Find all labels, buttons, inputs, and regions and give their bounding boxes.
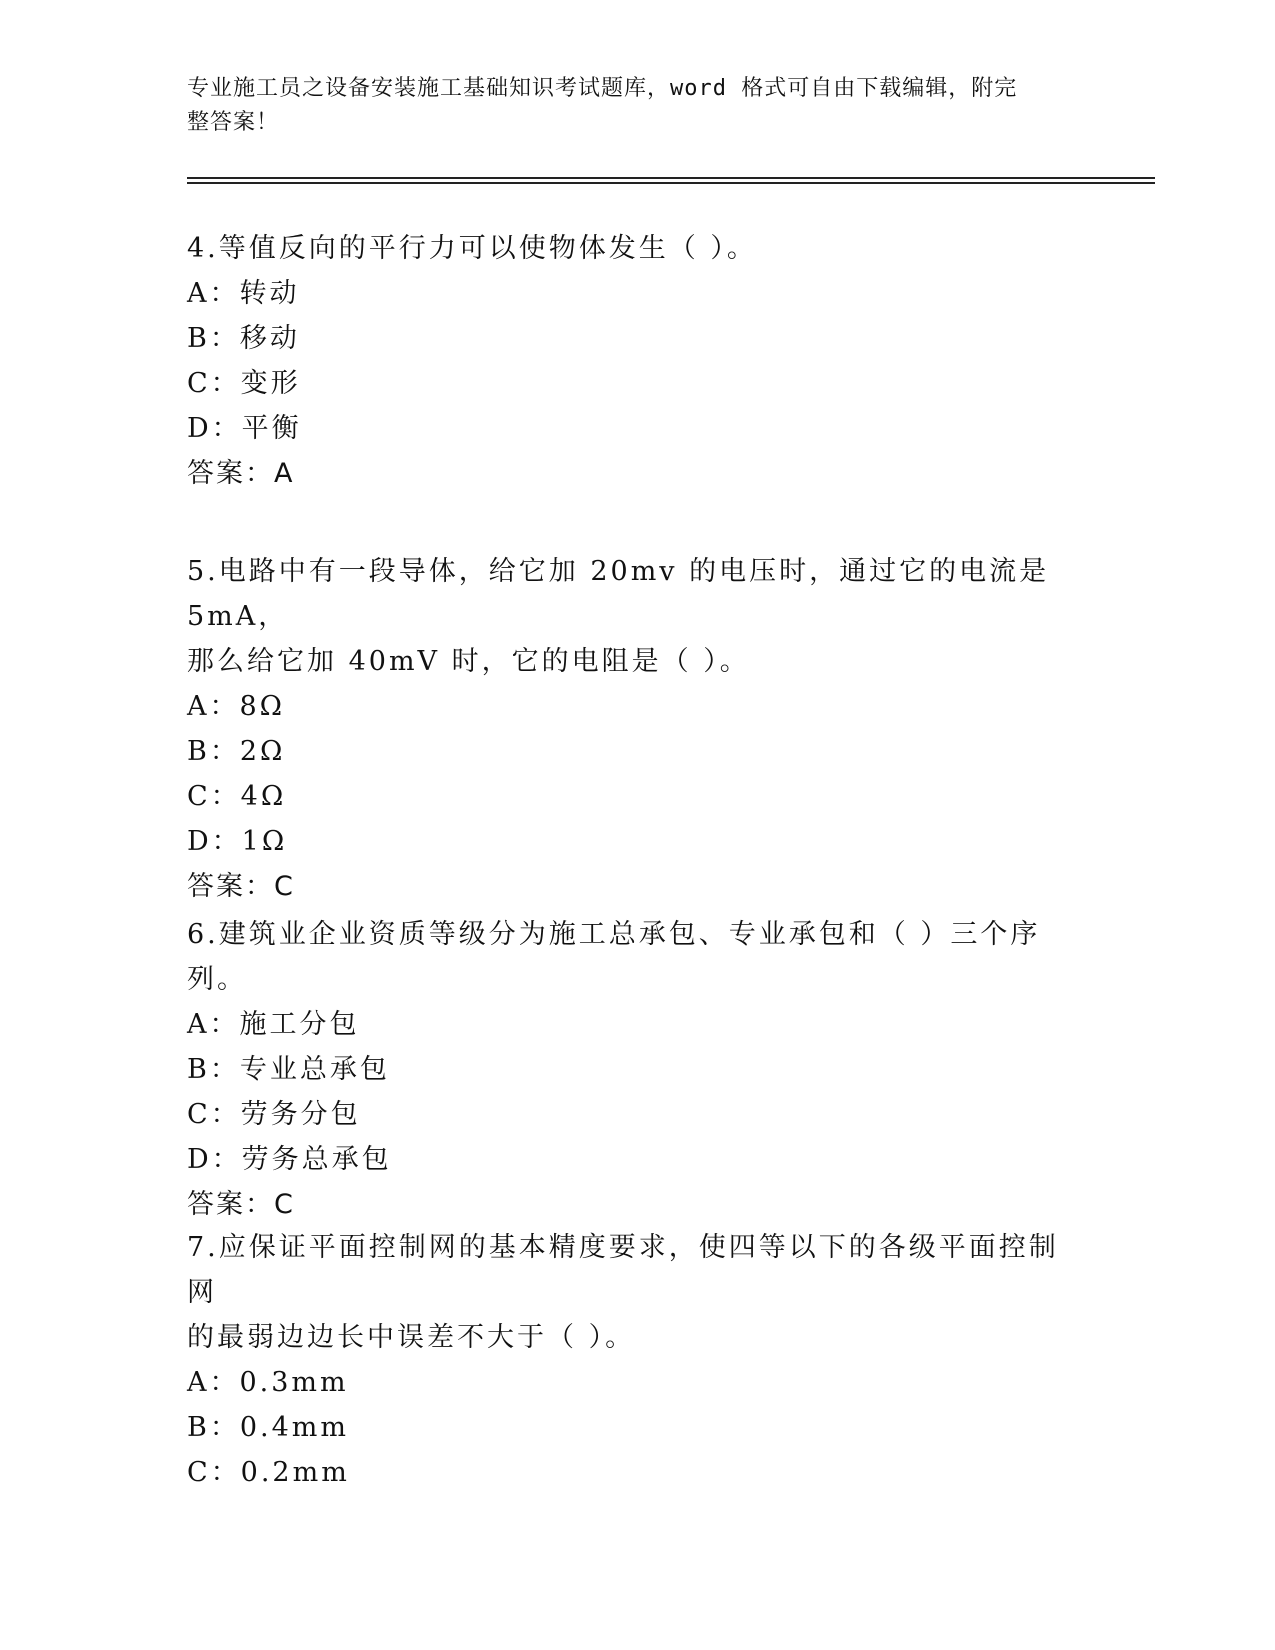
option-c: C：劳务分包 — [187, 1099, 361, 1130]
header-line-1: 专业施工员之设备安装施工基础知识考试题库，word 格式可自由下载编辑，附完 — [187, 76, 1018, 101]
option-a: A：转动 — [187, 278, 300, 309]
option-b: B：2Ω — [187, 736, 286, 767]
question-stem-line-1: 5.电路中有一段导体，给它加 20mv 的电压时，通过它的电流是 5mA， — [187, 556, 1050, 632]
option-b: B：专业总承包 — [187, 1054, 390, 1085]
option-c: C：变形 — [187, 368, 301, 399]
question-7 — [187, 1225, 1087, 1495]
header-divider-top — [187, 177, 1155, 179]
option-a: A：施工分包 — [187, 1009, 360, 1040]
answer: 答案：A — [187, 458, 295, 489]
question-stem-line-1: 7.应保证平面控制网的基本精度要求，使四等以下的各级平面控制网 — [187, 1232, 1059, 1308]
question-5 — [187, 549, 1087, 909]
question-4 — [187, 226, 1087, 496]
document-header — [187, 72, 1067, 140]
answer: 答案：C — [187, 871, 295, 902]
option-c: C：4Ω — [187, 781, 287, 812]
option-b: B：移动 — [187, 323, 300, 354]
option-c: C：0.2mm — [187, 1457, 350, 1488]
question-stem-line-2: 那么给它加 40mV 时，它的电阻是（ ）。 — [187, 646, 750, 677]
header-line-2: 整答案！ — [187, 110, 280, 135]
option-d: D：劳务总承包 — [187, 1144, 392, 1175]
option-a: A：8Ω — [187, 691, 286, 722]
option-a: A：0.3mm — [187, 1367, 349, 1398]
question-6 — [187, 912, 1087, 1227]
question-stem: 6.建筑业企业资质等级分为施工总承包、专业承包和（ ）三个序列。 — [187, 919, 1041, 995]
question-stem-line-2: 的最弱边边长中误差不大于（ ）。 — [187, 1322, 636, 1353]
answer: 答案：C — [187, 1189, 295, 1220]
option-d: D：1Ω — [187, 826, 288, 857]
option-d: D：平衡 — [187, 413, 302, 444]
question-stem: 4.等值反向的平行力可以使物体发生（ ）。 — [187, 233, 757, 264]
header-divider-bottom — [187, 182, 1155, 184]
option-b: B：0.4mm — [187, 1412, 349, 1443]
